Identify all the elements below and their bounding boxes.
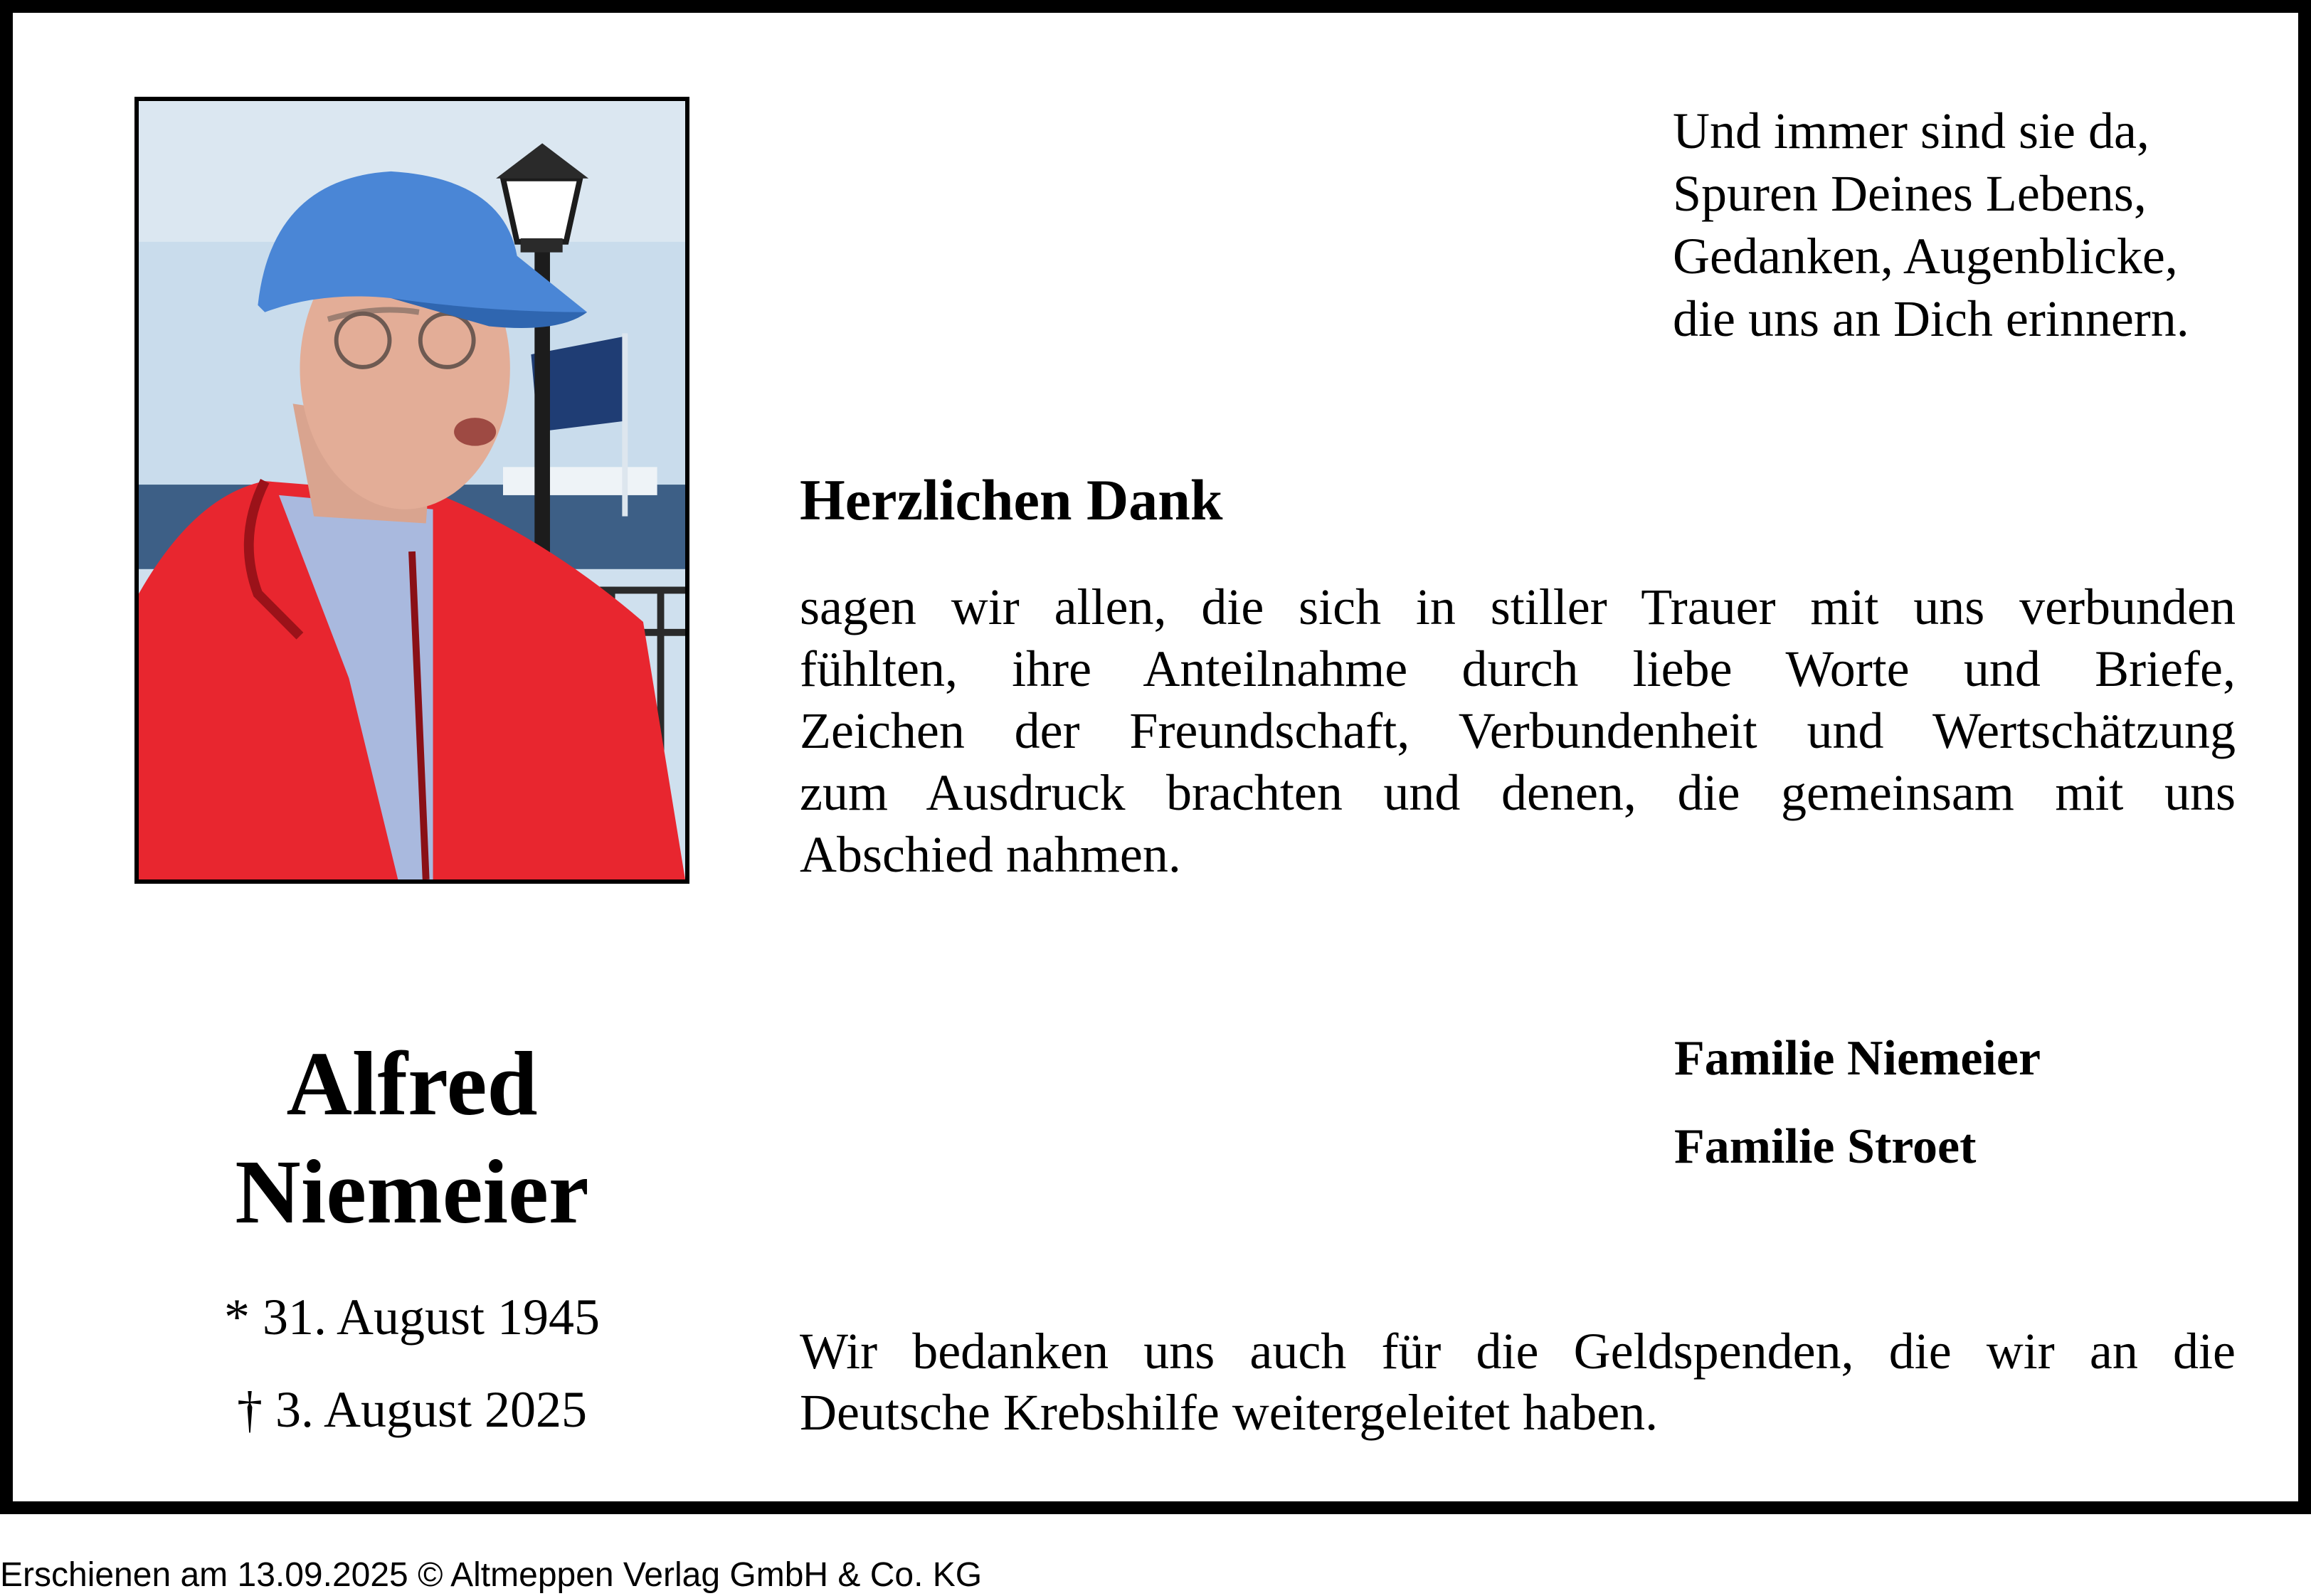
poem-line: Und immer sind sie da, xyxy=(1673,102,2149,159)
poem xyxy=(1673,100,2189,350)
donation-text xyxy=(800,1321,2236,1443)
poem-line: Spuren Deines Lebens, xyxy=(1673,165,2147,222)
deceased-first-name: Alfred xyxy=(286,1033,538,1134)
publication-footer: Erschienen am 13.09.2025 © Altmeppen Verlag GmbH & Co. KG xyxy=(0,1556,983,1594)
portrait-image xyxy=(139,101,685,879)
thanks-line: Zeichen der Freundschaft, Verbundenheit und Wertschätzung xyxy=(800,702,2236,759)
family-name: Familie Stroet xyxy=(1674,1119,1977,1174)
thanks-text xyxy=(800,576,2236,886)
death-date: † 3. August 2025 xyxy=(236,1381,588,1438)
family-name: Familie Niemeier xyxy=(1674,1031,2041,1086)
donation-line: Wir bedanken uns auch für die Geldspenden, die wir an die xyxy=(800,1323,2236,1380)
birth-date: * 31. August 1945 xyxy=(223,1289,601,1346)
thanks-line: fühlten, ihre Anteilnahme durch liebe Worte und Briefe, xyxy=(800,640,2236,697)
thanks-heading: Herzlichen Dank xyxy=(800,467,1223,532)
donation-line: Deutsche Krebshilfe weitergeleitet haben. xyxy=(800,1384,1659,1441)
deceased-last-name: Niemeier xyxy=(235,1141,589,1242)
poem-line: Gedanken, Augenblicke, xyxy=(1673,228,2178,285)
thanks-line: zum Ausdruck brachten und denen, die gemeinsam mit uns xyxy=(800,764,2236,821)
thanks-line: sagen wir allen, die sich in stiller Trauer mit uns verbunden xyxy=(800,578,2236,635)
thanks-line: Abschied nahmen. xyxy=(800,826,1181,883)
portrait-photo xyxy=(134,97,689,884)
poem-line: die uns an Dich erinnern. xyxy=(1673,290,2189,347)
